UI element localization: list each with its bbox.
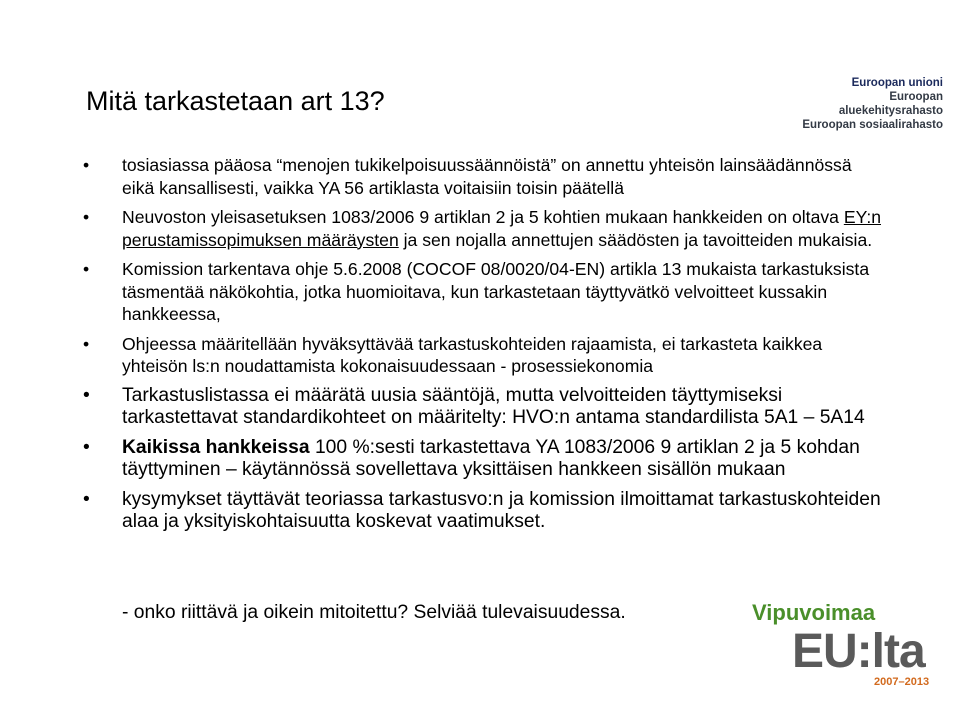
closing-note: - onko riittävä ja oikein mitoitettu? Selviää tulevaisuudessa. [122, 602, 626, 623]
bullet-text: kysymykset täyttävät teoriassa tarkastusvo:n ja komission ilmoittamat tarkastuskohteiden alaa ja yksityiskohtaisuutta koskevat vaatimukset. [122, 488, 881, 532]
bullet-text-suffix: ja sen nojalla annettujen säädösten ja tavoitteiden mukaisia. [398, 229, 873, 250]
list-item [83, 258, 883, 326]
bullet-text-underlined: EY:n perustamissopimuksen määräysten [122, 207, 881, 250]
bullet-text: Komission tarkentava ohje 5.6.2008 (COCOF 08/0020/04-EN) artikla 13 mukaista tarkastuksista täsmentää näkökohtia, jotka huomioitava, kun tarkastetaan täyttyvätkö velvoitteet kussakin hankkeessa, [122, 259, 870, 324]
vipuvoimaa-logo [752, 600, 942, 692]
page-title: Mitä tarkastetaan art 13? [86, 86, 385, 116]
list-item [83, 206, 883, 251]
bullet-icon: • [83, 207, 90, 227]
eu-logo-line-2: Euroopan aluekehitysrahasto [838, 91, 943, 117]
eu-logo-line-1: Euroopan unioni [851, 77, 943, 89]
bullet-icon: • [83, 488, 90, 510]
eu-logo-line-3: Euroopan sosiaalirahasto [802, 119, 943, 131]
bullet-icon: • [83, 155, 90, 175]
list-item [83, 154, 883, 199]
bullet-icon: • [83, 384, 90, 406]
bullet-text-rest: 100 %:sesti tarkastettava YA 1083/2006 9 artiklan 2 ja 5 kohdan täyttyminen – käytännössä sovellettava yksittäisen hankkeen sisällön mukaan [122, 436, 860, 480]
bullet-list [83, 154, 883, 541]
bullet-icon: • [83, 436, 90, 458]
bullet-text: tosiasiassa pääosa “menojen tukikelpoisuussäännöistä” on annettu yhteisön lainsäädännössä eikä kansallisesti, vaikka YA 56 artiklasta voitaisiin toisin päätellä [122, 155, 852, 198]
list-item [83, 385, 883, 430]
vipu-logo-main: EU:lta [792, 625, 925, 678]
bullet-icon: • [83, 333, 90, 354]
vipu-logo-title: Vipuvoimaa [752, 600, 876, 625]
bullet-text: Ohjeessa määritellään hyväksyttävää tarkastuskohteiden rajaamista, ei tarkasteta kaikkea yhteisön ls:n noudattamista kokonaisuudessaan - prosessiekonomia [122, 333, 823, 376]
bullet-text-bold: Kaikissa hankkeissa [122, 436, 310, 458]
bullet-text: Tarkastuslistassa ei määrätä uusia sääntöjä, mutta velvoitteiden täyttymiseksi tarkastettavat standardikohteet on määritelty: HVO:n antama standardilista 5A1 – 5A14 [122, 384, 865, 428]
list-item [83, 437, 883, 482]
list-item [83, 333, 883, 378]
bullet-text-prefix: Neuvoston yleisasetuksen 1083/2006 9 artiklan 2 ja 5 kohtien mukaan hankkeiden on oltava [122, 207, 844, 227]
bullet-icon: • [83, 259, 90, 279]
vipu-logo-years: 2007–2013 [874, 676, 930, 688]
list-item [83, 489, 883, 534]
